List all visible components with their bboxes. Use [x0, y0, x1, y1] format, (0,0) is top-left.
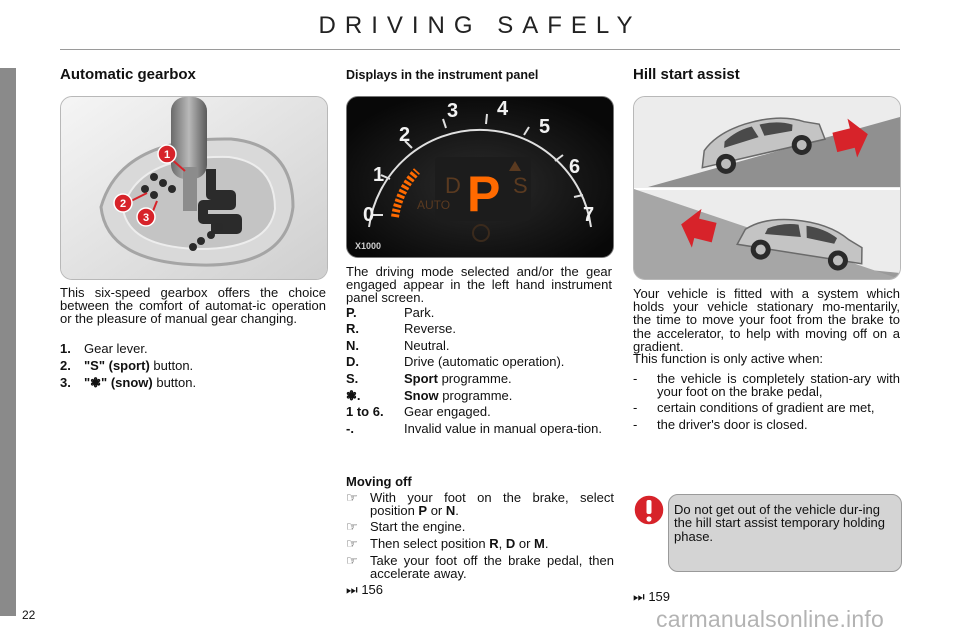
display-text: Invalid value in manual opera-tion. — [404, 421, 603, 436]
display-key: P. — [346, 305, 357, 320]
dial-number-5: 5 — [539, 116, 551, 138]
page-title: DRIVING SAFELY — [318, 12, 642, 39]
moving-off-step-3: ☞ Then select position R, D or M. — [346, 536, 549, 551]
display-bold: Snow — [404, 388, 439, 403]
gearbox-item-3 — [60, 376, 196, 390]
display-row-d — [346, 355, 564, 369]
display-bold: Sport — [404, 371, 438, 386]
display-row-gear — [346, 405, 491, 419]
display-text: Gear engaged. — [404, 404, 491, 419]
page-reference-icon: ⏭ — [633, 589, 645, 604]
dial-number-2: 2 — [399, 124, 411, 146]
dial-number-4: 4 — [497, 98, 509, 120]
hill-heading: Hill start assist — [633, 66, 740, 83]
moving-off-step-4: ☞ Take your foot off the brake pedal, then accelerate away. — [346, 553, 614, 582]
pointing-hand-icon: ☞ — [346, 490, 358, 505]
displays-intro: The driving mode selected and/or the gear engaged appear in the left hand instrument panel screen. — [346, 264, 612, 306]
item-text: button. — [156, 375, 197, 390]
gearbox-illustration — [61, 97, 327, 279]
gearbox-intro: This six-speed gearbox offers the choice between the comfort of automat-ic operation or the pleasure of manual gear changing. — [60, 285, 326, 327]
display-key: N. — [346, 338, 359, 353]
callout-2: 2 — [119, 198, 127, 210]
dial-number-6: 6 — [569, 156, 581, 178]
display-key: 1 to 6. — [346, 404, 384, 419]
item-text: Gear lever. — [84, 341, 148, 356]
dial-x1000-label: X1000 — [355, 241, 382, 251]
display-row-r — [346, 322, 456, 336]
gearbox-figure — [60, 96, 328, 280]
item-number: 2. — [60, 358, 71, 373]
displays-heading: Displays in the instrument panel — [346, 68, 539, 82]
watermark: carmanualsonline.info — [656, 606, 884, 632]
item-bold: "❃" (snow) — [84, 375, 153, 390]
item-number: 3. — [60, 375, 71, 390]
display-row-p — [346, 306, 434, 320]
dial-number-1: 1 — [373, 164, 385, 186]
pointing-hand-icon: ☞ — [346, 536, 358, 551]
hill-figure — [633, 96, 901, 280]
display-row-s — [346, 372, 512, 386]
display-key: S. — [346, 371, 359, 386]
display-text: Park. — [404, 305, 435, 320]
moving-off-heading: Moving off — [346, 474, 412, 489]
callout-3: 3 — [142, 212, 150, 224]
callout-1: 1 — [163, 149, 171, 161]
instrument-dial — [347, 97, 613, 257]
display-row-invalid — [346, 422, 614, 436]
hill-condition-intro: This function is only active when: — [633, 351, 824, 366]
pointing-hand-icon: ☞ — [346, 553, 358, 568]
dial-letter-p: P — [467, 166, 501, 222]
exclamation-icon — [633, 494, 665, 526]
page-number: 22 — [22, 608, 36, 622]
dial-auto-label: AUTO — [417, 198, 451, 212]
dial-letter-s: S — [513, 173, 528, 198]
moving-off-step-1: ☞ With your foot on the brake, select position P or N. — [346, 490, 614, 519]
moving-off-step-2: ☞ Start the engine. — [346, 519, 466, 534]
item-number: 1. — [60, 341, 71, 356]
display-text: Reverse. — [404, 321, 457, 336]
display-text: programme. — [441, 371, 512, 386]
dial-number-0: 0 — [363, 204, 375, 226]
display-row-snow — [346, 389, 512, 403]
dial-number-3: 3 — [447, 100, 459, 122]
hill-condition-1: - the vehicle is completely station-ary with your foot on the brake pedal, — [633, 371, 900, 400]
dial-number-7: 7 — [583, 204, 595, 226]
item-text: button. — [153, 358, 194, 373]
instrument-figure — [346, 96, 614, 258]
gearbox-heading: Automatic gearbox — [60, 66, 196, 83]
page-side-tab — [0, 68, 16, 616]
hill-condition-2: - certain conditions of gradient are met, — [633, 400, 875, 415]
display-key: ❃. — [346, 388, 361, 403]
pointing-hand-icon: ☞ — [346, 519, 358, 534]
display-text: Neutral. — [404, 338, 450, 353]
title-divider — [60, 49, 900, 50]
display-key: R. — [346, 321, 359, 336]
hill-illustration — [634, 97, 900, 279]
hill-intro: Your vehicle is fitted with a system which holds your vehicle stationary mo-mentarily, the time to move your foot from the brake to the accelerator, to help with moving off on a gradient. — [633, 286, 900, 354]
dial-letter-d: D — [445, 173, 461, 198]
warning-text: Do not get out of the vehicle dur-ing the hill start assist temporary holding phase. — [674, 502, 885, 544]
reference-156[interactable]: ⏭ 156 — [346, 582, 384, 597]
display-key: -. — [346, 421, 354, 436]
item-bold: "S" (sport) — [84, 358, 150, 373]
gearbox-item-1 — [60, 342, 148, 356]
display-row-n — [346, 339, 450, 353]
display-text: Drive (automatic operation). — [404, 354, 565, 369]
display-key: D. — [346, 354, 359, 369]
hill-condition-3: - the driver's door is closed. — [633, 417, 808, 432]
page-reference-icon: ⏭ — [346, 582, 358, 597]
display-text: programme. — [442, 388, 513, 403]
gearbox-item-2 — [60, 359, 193, 373]
reference-159[interactable]: ⏭ 159 — [633, 589, 671, 604]
